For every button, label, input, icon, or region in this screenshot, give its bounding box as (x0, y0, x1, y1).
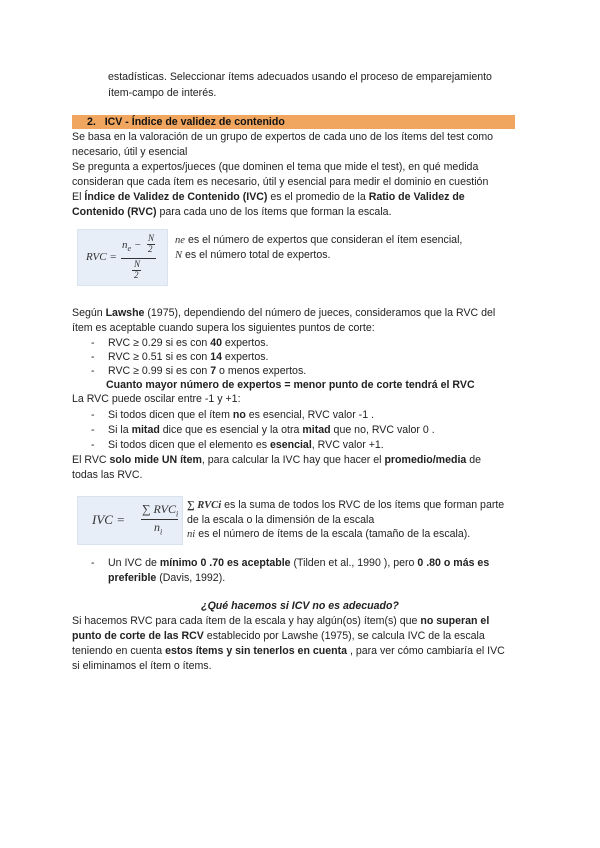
rvc-legend-line-1: ne es el número de expertos que consideran el ítem esencial, (175, 234, 463, 246)
para1-line-1: Se basa en la valoración de un grupo de expertos de cada uno de los ítems del test como (72, 131, 494, 143)
section-heading-text: 2. ICV - Índice de validez de contenido (87, 116, 285, 128)
ivc-legend-line-2: de la escala o la dimensión de la escala (187, 514, 375, 526)
intro-line-2: ítem-campo de interés. (108, 87, 217, 99)
ivc-formula: IVC = ∑ $RVC_i$ $n_i$ (77, 496, 183, 545)
lawshe-paragraph: Según Lawshe (1975), dependiendo del número de jueces, consideramos que la RVC del ítem es aceptable cuando supera los siguientes puntos de corte: (72, 307, 496, 334)
question-heading: ¿Qué hacemos si ICV no es adecuado? (201, 600, 399, 612)
ivc-definition: El Índice de Validez de Contenido (IVC) es el promedio de la Ratio de Validez de Contenido (RVC) para cada uno de los ítems que forman la escala. (72, 191, 465, 218)
final-paragraph: Si hacemos RVC para cada ítem de la escala y hay algún(os) ítem(s) que no superan el punto de corte de las RCV establecido por Lawshe (1975), se calcula IVC de la escala teniendo en cuenta estos ítems y sin tenerlos en cuenta , para ver cómo cambiaría el IVC si eliminamos el ítem o ítems. (72, 615, 505, 672)
rvc-legend-line-2: N es el número total de expertos. (175, 249, 331, 261)
intro-line-1: estadísticas. Seleccionar ítems adecuados usando el proceso de emparejamiento (108, 71, 492, 83)
para1-line-3: Se pregunta a expertos/jueces (que dominen el tema que mide el test), en qué medida (72, 161, 479, 173)
range-intro: La RVC puede oscilar entre -1 y +1: (72, 393, 241, 405)
ivc-legend-line-1: ∑ RVCi es la suma de todos los RVC de los ítems que forman parte (187, 499, 505, 511)
cutoff-note: Cuanto mayor número de expertos = menor punto de corte tendrá el RVC (106, 379, 475, 391)
ivc-legend-line-3: ni es el número de ítems de la escala (tamaño de la escala). (187, 528, 471, 540)
para1-line-2: necesario, útil y esencial (72, 146, 188, 158)
rvc-only-paragraph: El RVC solo mide UN ítem, para calcular la IVC hay que hacer el promedio/media de todas las RVC. (72, 454, 482, 481)
section-heading (72, 115, 515, 129)
rvc-formula: RVC = $n_e$ − N 2 N 2 (77, 229, 168, 286)
para1-line-4: consideran que cada ítem es necesario, útil y esencial para medir el dominio en cuestión (72, 176, 489, 188)
